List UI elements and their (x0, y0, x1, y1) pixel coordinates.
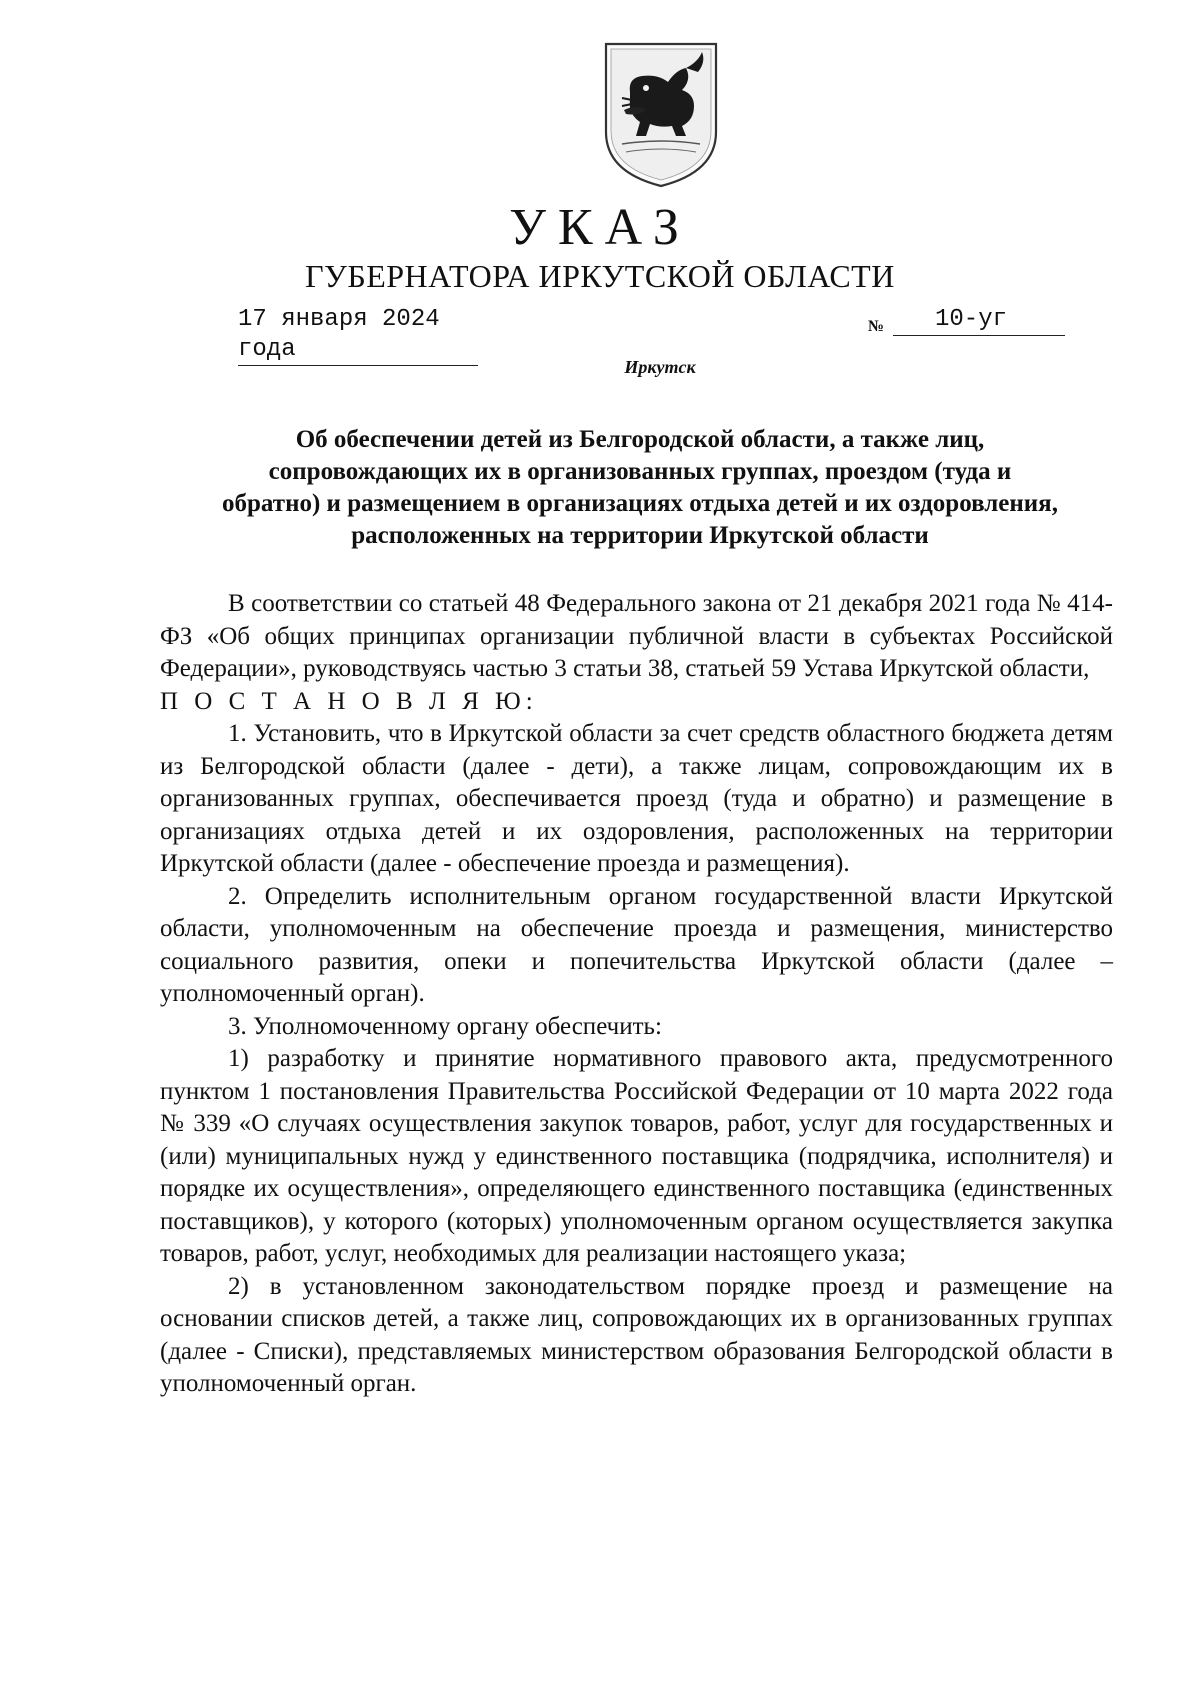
clause-3: 3. Уполномоченному органу обеспечить: (228, 1012, 662, 1040)
clause-3-item-1: 1) разработку и принятие нормативного правового акта, предусмотренного пунктом 1 постановления Правительства Российской Федерации от 10 марта 2022 года № 339 «О случаях осуществления закупок товаров, работ, услуг для государственных и (или) муниципальных нужд у единственного поставщика (подрядчика, исполнителя) и порядке их осуществления», определяющего единственного поставщика (единственных поставщиков), у которого (которых) уполномоченным органом осуществляется закупка товаров, работ, услуг, необходимых для реализации настоящего указа; (160, 1045, 1113, 1267)
document-subtitle: ГУБЕРНАТОРА ИРКУТСКОЙ ОБЛАСТИ (305, 258, 895, 294)
document-body (160, 588, 1113, 1401)
document-title: УКАЗ (509, 199, 691, 256)
clause-3-item-2: 2) в установленном законодательством порядке проезд и размещение на основании списков детей, а также лиц, сопровождающих их в организованных группах (далее - Списки), представляемых министерством образования Белгородской области в уполномоченный орган. (160, 1272, 1113, 1397)
number-label: № (868, 318, 885, 335)
document-heading (160, 424, 1120, 552)
clause-2: 2. Определить исполнительным органом государственной власти Иркутской области, уполномоченным на обеспечение проезда и размещения, министерство социального развития, опеки и попечительства Иркутской области (далее – уполномоченный орган). (160, 882, 1113, 1007)
heading-line: обратно) и размещением в организациях отдыха детей и их оздоровления, (222, 490, 1058, 517)
preamble-paragraph: В соответствии со статьей 48 Федерального закона от 21 декабря 2021 года № 414-ФЗ «Об общих принципах организации публичной власти в субъектах Российской Федерации», руководствуясь частью 3 статьи 38, статьей 59 Устава Иркутской области, (160, 590, 1113, 682)
heading-line: расположенных на территории Иркутской области (351, 522, 929, 549)
heading-line: Об обеспечении детей из Белгородской области, а также лиц, (295, 426, 985, 453)
document-number: 10-уг (893, 305, 1065, 336)
resolve-word: П О С Т А Н О В Л Я Ю: (160, 687, 538, 715)
clause-1: 1. Установить, что в Иркутской области за счет средств областного бюджета детям из Белгородской области (далее - дети), а также лицам, сопровождающим их в организованных группах, обеспечивается проезд (туда и обратно) и размещение в организациях отдыха детей и их оздоровления, расположенных на территории Иркутской области (далее - обеспечение проезда и размещения). (160, 720, 1113, 877)
heading-line: сопровождающих их в организованных группах, проездом (туда и (268, 458, 1012, 485)
city-name: Иркутск (624, 357, 696, 377)
coat-of-arms-irkutsk-icon (602, 40, 720, 190)
document-date: 17 января 2024 года (238, 305, 478, 366)
